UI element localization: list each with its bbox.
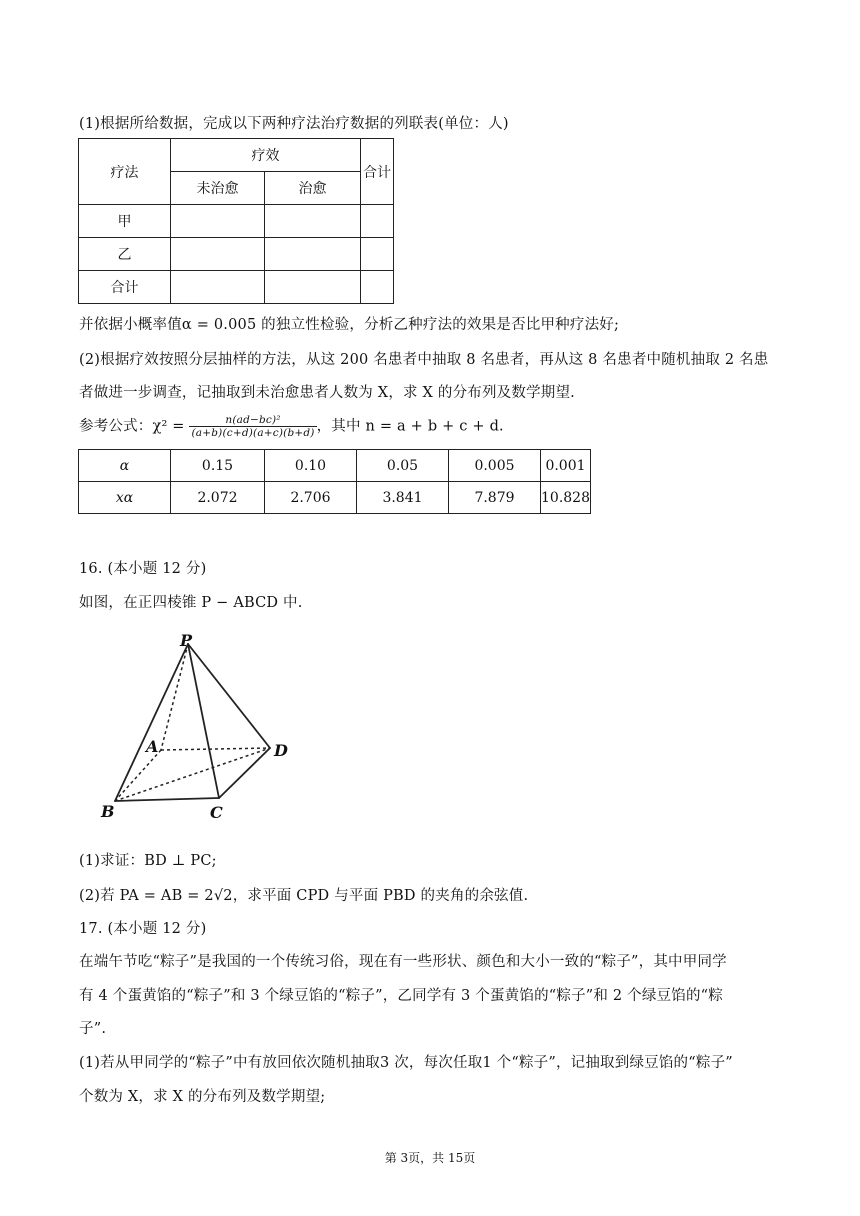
- q17-part1-line2: 个数为 X，求 X 的分布列及数学期望;: [79, 1089, 326, 1105]
- header-total: 合计: [361, 139, 394, 205]
- edge-PD: [188, 644, 270, 748]
- formula-numerator: n(ad−bc)²: [189, 414, 316, 427]
- critical-value-table: [78, 449, 591, 514]
- formula-suffix: ，其中 n = a + b + c + d.: [316, 418, 504, 435]
- alpha-cell: 0.005: [449, 450, 541, 482]
- header-cured: 治愈: [265, 172, 361, 205]
- table-cell: [265, 238, 361, 271]
- table-cell: [361, 238, 394, 271]
- q17-line1: 在端午节吃“粽子”是我国的一个传统习俗，现在有一些形状、颜色和大小一致的“粽子”，其中甲同学: [79, 954, 727, 970]
- table-row: [79, 271, 394, 304]
- x-cell: 2.706: [265, 482, 357, 514]
- header-effect: 疗效: [171, 139, 361, 172]
- edge-AD: [161, 748, 270, 750]
- contingency-table: [78, 138, 394, 304]
- edge-BC: [115, 798, 219, 801]
- edge-CD: [219, 748, 270, 798]
- table-row: [79, 450, 591, 482]
- header-method: 疗法: [79, 139, 171, 205]
- table-row: [79, 482, 591, 514]
- alpha-cell: 0.05: [357, 450, 449, 482]
- x-cell: 7.879: [449, 482, 541, 514]
- x-cell: 3.841: [357, 482, 449, 514]
- q17-line3: 子”.: [79, 1021, 107, 1037]
- row-label-alpha: α: [79, 450, 171, 482]
- pyramid-figure: [98, 630, 308, 830]
- edge-PC: [188, 644, 219, 798]
- x-cell: 10.828: [541, 482, 591, 514]
- formula-denominator: (a+b)(c+d)(a+c)(b+d): [191, 427, 315, 439]
- q16-header: 16. (本小题 12 分): [79, 561, 207, 577]
- table-cell: [171, 271, 265, 304]
- formula-fraction: [189, 414, 316, 439]
- alpha-cell: 0.15: [171, 450, 265, 482]
- x-cell: 2.072: [171, 482, 265, 514]
- q16-intro: 如图，在正四棱锥 P − ABCD 中.: [79, 595, 303, 611]
- row-label: 合计: [79, 271, 171, 304]
- edge-PA: [161, 644, 188, 750]
- q15-part2-line1: (2)根据疗效按照分层抽样的方法，从这 200 名患者中抽取 8 名患者，再从这 8 名患者中随机抽取 2 名患: [79, 352, 769, 368]
- table-cell: [171, 238, 265, 271]
- label-B: B: [101, 802, 115, 821]
- q15-part1-text: (1)根据所给数据，完成以下两种疗法治疗数据的列联表(单位：人): [79, 116, 509, 132]
- row-label: 甲: [79, 205, 171, 238]
- table-row: [79, 205, 394, 238]
- table-cell: [361, 271, 394, 304]
- label-A: A: [146, 737, 159, 756]
- alpha-cell: 0.001: [541, 450, 591, 482]
- row-label: 乙: [79, 238, 171, 271]
- q15-part2-line2: 者做进一步调查，记抽取到未治愈患者人数为 X，求 X 的分布列及数学期望.: [79, 385, 575, 401]
- table-row: [79, 238, 394, 271]
- label-D: D: [274, 741, 288, 760]
- edge-BD: [115, 748, 270, 801]
- label-P: P: [180, 631, 193, 650]
- page-footer: 第 3页，共 15页: [384, 1151, 476, 1165]
- alpha-cell: 0.10: [265, 450, 357, 482]
- q15-independence-text: 并依据小概率值α = 0.005 的独立性检验，分析乙种疗法的效果是否比甲种疗法好;: [79, 317, 620, 333]
- header-not-cured: 未治愈: [171, 172, 265, 205]
- q16-part2: (2)若 PA = AB = 2√2，求平面 CPD 与平面 PBD 的夹角的余弦值.: [79, 888, 529, 904]
- q17-header: 17. (本小题 12 分): [79, 921, 207, 937]
- table-cell: [265, 271, 361, 304]
- edge-PB: [115, 644, 188, 801]
- reference-formula: [79, 414, 504, 439]
- table-cell: [361, 205, 394, 238]
- table-cell: [171, 205, 265, 238]
- q17-line2: 有 4 个蛋黄馅的“粽子”和 3 个绿豆馅的“粽子”，乙同学有 3 个蛋黄馅的“粽子”和 2 个绿豆馅的“粽: [79, 988, 723, 1004]
- label-C: C: [210, 803, 223, 822]
- row-label-x: xα: [79, 482, 171, 514]
- table-cell: [265, 205, 361, 238]
- formula-prefix: 参考公式：χ² =: [79, 418, 190, 435]
- q17-part1-line1: (1)若从甲同学的“粽子”中有放回依次随机抽取3 次，每次任取1 个“粽子”，记抽取到绿豆馅的“粽子”: [79, 1055, 733, 1071]
- q16-part1: (1)求证：BD ⊥ PC;: [79, 853, 217, 869]
